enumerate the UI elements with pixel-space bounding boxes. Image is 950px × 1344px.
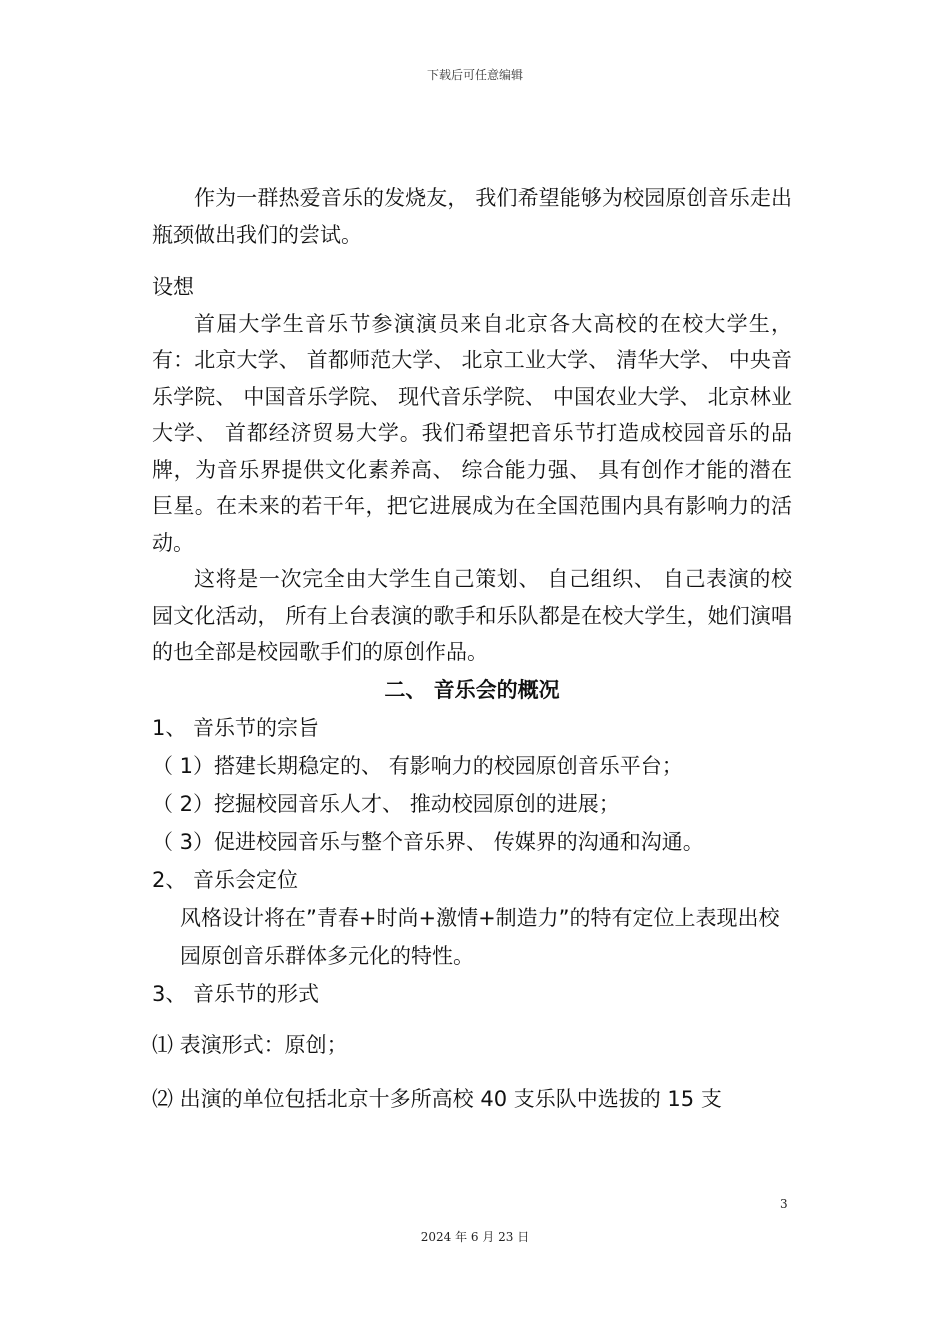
sub-item-2: （ 2）挖掘校园音乐人才、 推动校园原创的进展；	[152, 791, 620, 816]
page-header: 下载后可任意编辑	[426, 68, 523, 82]
list-item-positioning: 2、 音乐会定位	[152, 867, 299, 892]
sub-item-1: （ 1）搭建长期稳定的、 有影响力的校园原创音乐平台；	[152, 753, 683, 778]
positioning-text: 风格设计将在”青春+时尚+激情+制造力”的特有定位上表现出校园原创音乐群体多元化的特性。	[180, 905, 780, 968]
sub-item-3: （ 3）促进校园音乐与整个音乐界、 传媒界的沟通和沟通。	[152, 829, 704, 854]
form-item-2: ⑵ 出演的单位包括北京十多所高校 40 支乐队中选拔的 15 支	[152, 1086, 722, 1111]
paragraph-participants: 首届大学生音乐节参演演员来自北京各大高校的在校大学生，有：北京大学、 首都师范大学、 北京工业大学、 清华大学、 中央音乐学院、 中国音乐学院、 现代音乐学院、 中国农业大学、 北京林业大学、 首都经济贸易大学。我们希望把音乐节打造成校园音乐的品牌，为音乐界提供文化素养高、 综合能力强、 具有创作才能的潜在巨星。在未来的若干年，把它进展成为在全国范围内具有影响力的活动。	[152, 311, 792, 555]
page-footer-date: 2024 年 6 月 23 日	[420, 1230, 530, 1244]
paragraph-intro: 作为一群热爱音乐的发烧友， 我们希望能够为校园原创音乐走出瓶颈做出我们的尝试。	[152, 186, 792, 247]
form-item-1: ⑴ 表演形式：原创；	[152, 1032, 348, 1057]
page-number: 3	[780, 1197, 788, 1211]
list-item-form: 3、 音乐节的形式	[152, 981, 320, 1006]
list-item-purpose: 1、 音乐节的宗旨	[152, 715, 320, 740]
section-heading: 二、 音乐会的概况	[384, 677, 560, 702]
document-body	[152, 180, 792, 1119]
paragraph-activity: 这将是一次完全由大学生自己策划、 自己组织、 自己表演的校园文化活动， 所有上台表演的歌手和乐队都是在校大学生，她们演唱的也全部是校园歌手们的原创作品。	[152, 567, 792, 664]
label-idea: 设想	[152, 275, 194, 299]
